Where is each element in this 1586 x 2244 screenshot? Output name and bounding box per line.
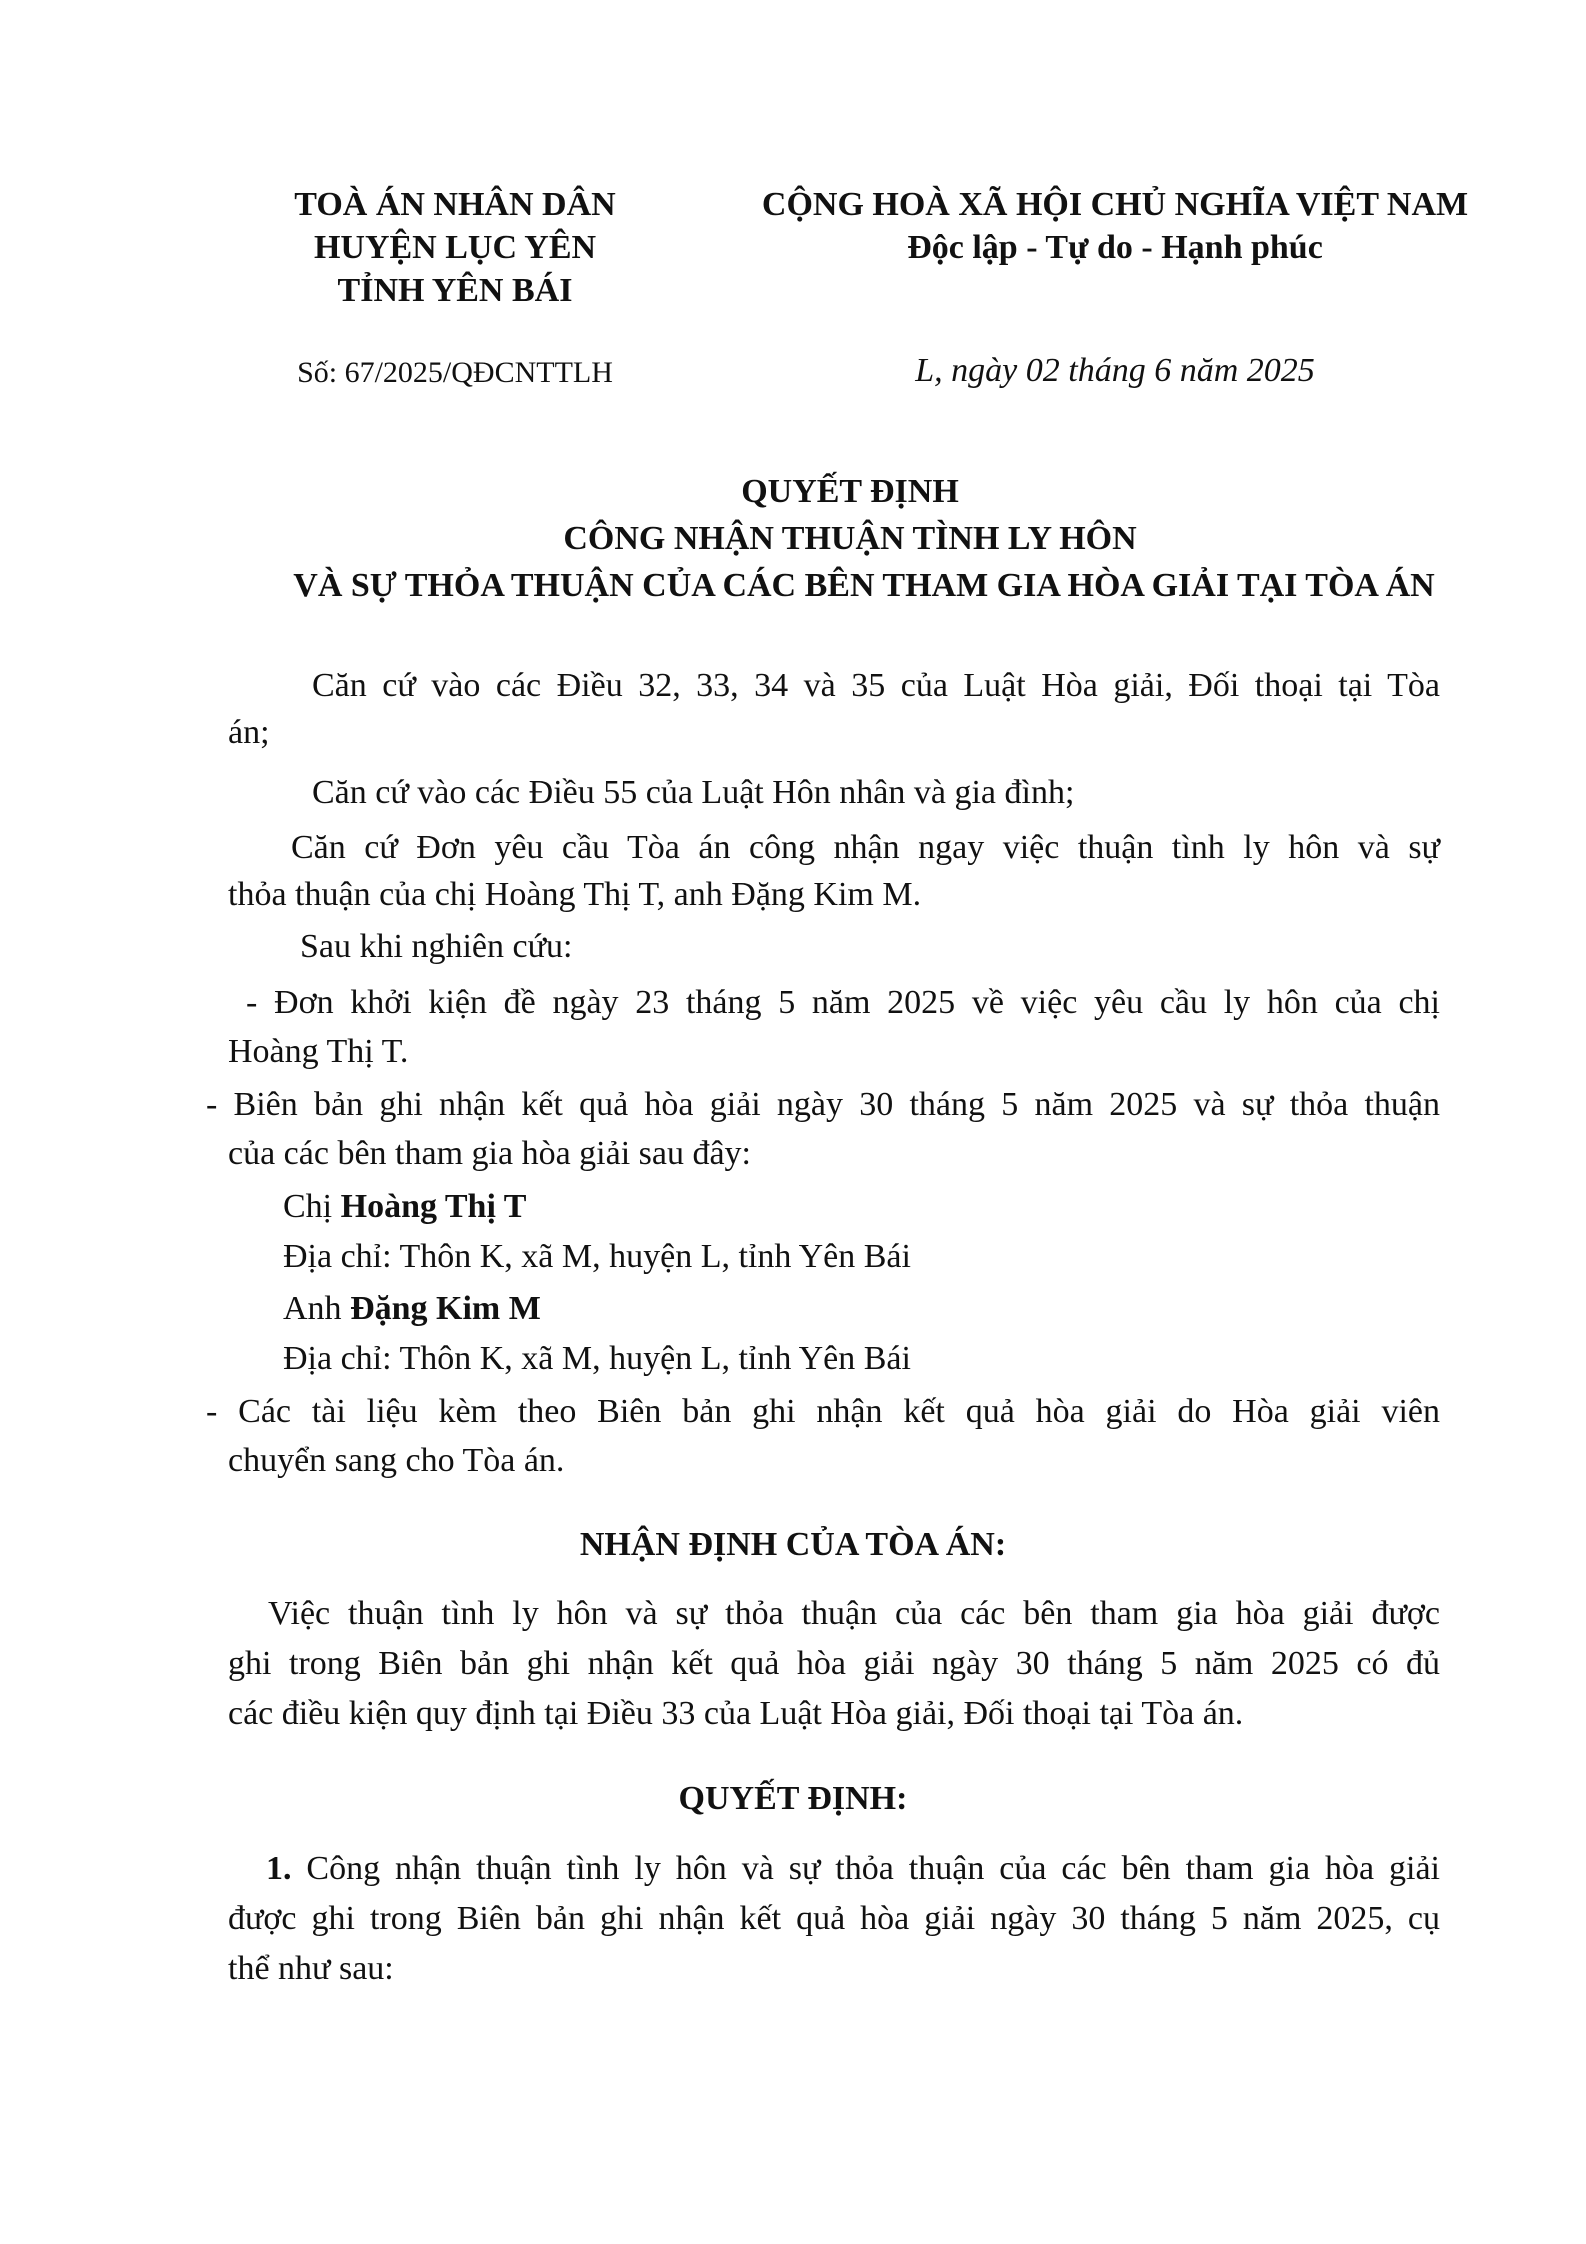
national-motto-block	[715, 183, 1515, 269]
assessment-line-2: ghi trong Biên bản ghi nhận kết quả hòa giải ngày 30 tháng 5 năm 2025 có đủ	[228, 1645, 1440, 1682]
document-date: L, ngày 02 tháng 6 năm 2025	[915, 352, 1315, 389]
decision-heading: QUYẾT ĐỊNH:	[678, 1780, 908, 1817]
basis-paragraph-1-line-2: án;	[228, 714, 270, 751]
party-2-address: Địa chỉ: Thôn K, xã M, huyện L, tỉnh Yên Bái	[283, 1340, 911, 1377]
country-name: CỘNG HOÀ XÃ HỘI CHỦ NGHĨA VIỆT NAM	[761, 186, 1469, 223]
party-1-address: Địa chỉ: Thôn K, xã M, huyện L, tỉnh Yên Bái	[283, 1238, 911, 1275]
basis-paragraph-5-line-1: - Đơn khởi kiện đề ngày 23 tháng 5 năm 2025 về việc yêu cầu ly hôn của chị	[246, 984, 1440, 1021]
party-1-prefix: Chị	[283, 1188, 341, 1225]
party-1-name: Hoàng Thị T	[340, 1188, 527, 1225]
basis-paragraph-7-line-2: chuyển sang cho Tòa án.	[228, 1442, 565, 1479]
decision-item-1-text: Công nhận thuận tình ly hôn và sự thỏa thuận của các bên tham gia hòa giải	[291, 1850, 1440, 1887]
title-line-2: CÔNG NHẬN THUẬN TÌNH LY HÔN	[563, 520, 1137, 557]
court-district: HUYỆN LỤC YÊN	[313, 229, 597, 266]
assessment-heading: NHẬN ĐỊNH CỦA TÒA ÁN:	[579, 1526, 1007, 1563]
basis-paragraph-7-line-1: - Các tài liệu kèm theo Biên bản ghi nhận kết quả hòa giải do Hòa giải viên	[206, 1393, 1440, 1430]
party-2-name: Đặng Kim M	[350, 1290, 541, 1327]
assessment-line-1: Việc thuận tình ly hôn và sự thỏa thuận của các bên tham gia hòa giải được	[268, 1595, 1440, 1632]
basis-paragraph-2: Căn cứ vào các Điều 55 của Luật Hôn nhân và gia đình;	[312, 774, 1075, 811]
title-line-3: VÀ SỰ THỎA THUẬN CỦA CÁC BÊN THAM GIA HÒA GIẢI TẠI TÒA ÁN	[293, 567, 1435, 604]
court-name: TOÀ ÁN NHÂN DÂN	[294, 186, 616, 223]
basis-paragraph-5-line-2: Hoàng Thị T.	[228, 1033, 409, 1070]
basis-paragraph-3-line-1: Căn cứ Đơn yêu cầu Tòa án công nhận ngay việc thuận tình ly hôn và sự	[291, 829, 1440, 866]
assessment-line-3: các điều kiện quy định tại Điều 33 của Luật Hòa giải, Đối thoại tại Tòa án.	[228, 1695, 1244, 1732]
decision-item-1-line-1	[266, 1850, 1440, 1888]
basis-paragraph-6-line-1: - Biên bản ghi nhận kết quả hòa giải ngày 30 tháng 5 năm 2025 và sự thỏa thuận	[206, 1086, 1440, 1123]
basis-paragraph-4: Sau khi nghiên cứu:	[300, 928, 573, 965]
basis-paragraph-3-line-2: thỏa thuận của chị Hoàng Thị T, anh Đặng Kim M.	[228, 876, 922, 913]
court-province: TỈNH YÊN BÁI	[337, 272, 573, 309]
court-name-block	[230, 183, 680, 312]
basis-paragraph-6-line-2: của các bên tham gia hòa giải sau đây:	[228, 1135, 751, 1172]
decision-item-1-number: 1.	[266, 1850, 292, 1887]
basis-paragraph-1-line-1: Căn cứ vào các Điều 32, 33, 34 và 35 của Luật Hòa giải, Đối thoại tại Tòa	[312, 667, 1440, 704]
party-2-prefix: Anh	[283, 1290, 351, 1327]
motto: Độc lập - Tự do - Hạnh phúc	[907, 229, 1323, 266]
document-title	[200, 468, 1500, 609]
party-1	[283, 1188, 526, 1226]
decision-item-1-line-2: được ghi trong Biên bản ghi nhận kết quả hòa giải ngày 30 tháng 5 năm 2025, cụ	[228, 1900, 1440, 1937]
decision-item-1-line-3: thể như sau:	[228, 1950, 394, 1987]
document-number: Số: 67/2025/QĐCNTTLH	[297, 356, 613, 389]
party-2	[283, 1290, 541, 1328]
title-line-1: QUYẾT ĐỊNH	[741, 473, 959, 510]
